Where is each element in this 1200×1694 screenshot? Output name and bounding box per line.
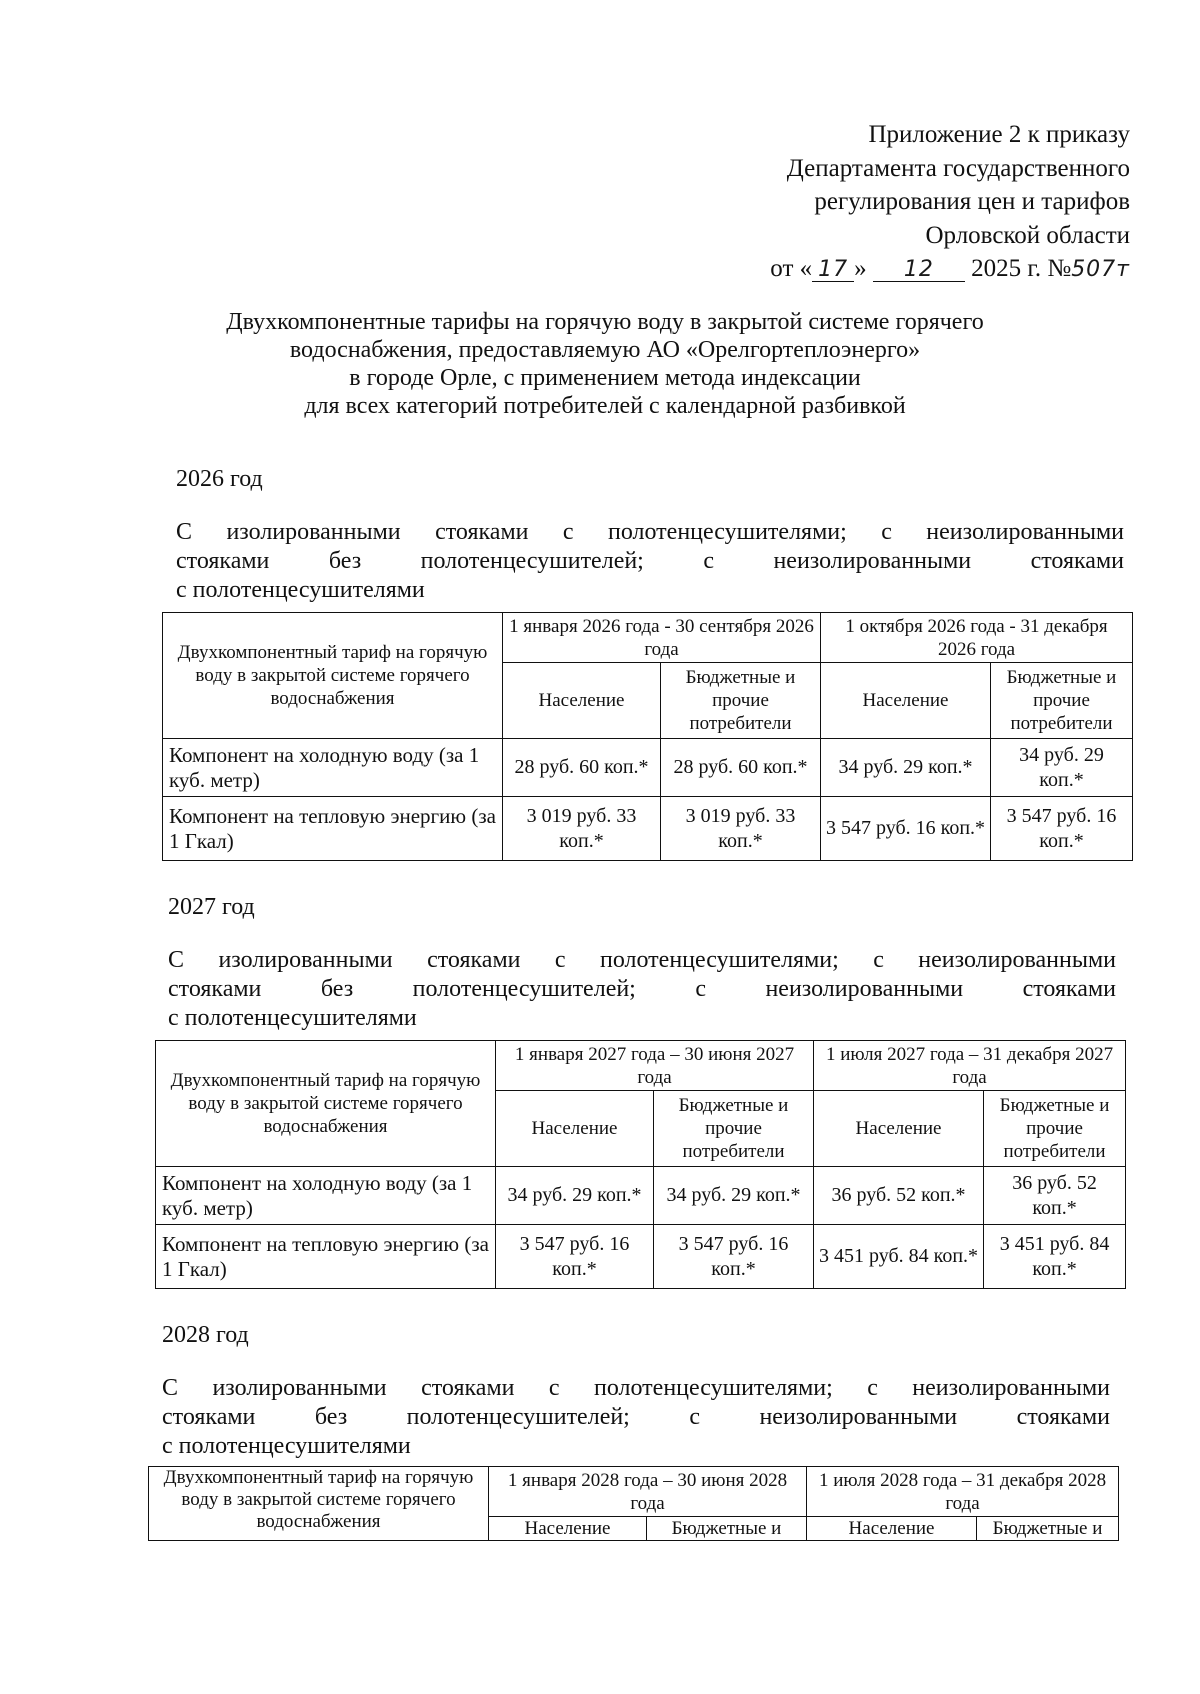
- header-line: Приложение 2 к приказу: [868, 121, 1130, 148]
- population-header: Население: [807, 1517, 977, 1541]
- tariff-table-2028: [148, 1466, 1119, 1541]
- tariff-table-2027: [155, 1040, 1126, 1289]
- year-heading: 2027 год: [168, 894, 255, 920]
- budget-header: Бюджетные и прочие потребители: [984, 1091, 1126, 1167]
- tariff-value: 3 547 руб. 16 коп.*: [991, 797, 1133, 861]
- budget-header: Бюджетные и прочие потребители: [991, 663, 1133, 739]
- budget-header: Бюджетные и прочие потребители: [654, 1091, 814, 1167]
- tariff-value: 36 руб. 52 коп.*: [984, 1167, 1126, 1225]
- handwritten-day: 17: [812, 259, 854, 282]
- budget-header: Бюджетные и прочие потребители: [661, 663, 821, 739]
- budget-header: Бюджетные и: [647, 1517, 807, 1541]
- period-header: 1 июля 2028 года – 31 декабря 2028 года: [807, 1467, 1119, 1517]
- tariff-value: 34 руб. 29 коп.*: [654, 1167, 814, 1225]
- tariff-value: 3 019 руб. 33 коп.*: [503, 797, 661, 861]
- tariff-value: 3 451 руб. 84 коп.*: [984, 1225, 1126, 1289]
- heat-label: Компонент на тепловую энергию (за 1 Гкал): [163, 797, 503, 861]
- tariff-value: 36 руб. 52 коп.*: [814, 1167, 984, 1225]
- row-header-cell: Двухкомпонентный тариф на горячую воду в закрытой системе горячего водоснабжения: [163, 613, 503, 739]
- cold-water-label: Компонент на холодную воду (за 1 куб. метр): [156, 1167, 496, 1225]
- population-header: Население: [489, 1517, 647, 1541]
- header-line: Орловской области: [925, 221, 1130, 249]
- population-header: Население: [821, 663, 991, 739]
- handwritten-order-number: 507т: [1071, 257, 1130, 282]
- period-header: 1 июля 2027 года – 31 декабря 2027 года: [814, 1041, 1126, 1091]
- tariff-value: 3 547 руб. 16 коп.*: [496, 1225, 654, 1289]
- population-header: Население: [496, 1091, 654, 1167]
- cold-water-label: Компонент на холодную воду (за 1 куб. метр): [163, 739, 503, 797]
- condition-text: С изолированными стояками с полотенцесушителями; с неизолированными стояками без полотенцесушителей; с неизолированными стояками с полотенцесушителями: [168, 947, 1116, 1031]
- tariff-value: 28 руб. 60 коп.*: [661, 739, 821, 797]
- tariff-value: 3 547 руб. 16 коп.*: [821, 797, 991, 861]
- tariff-table-2026: [162, 612, 1133, 861]
- population-header: Население: [814, 1091, 984, 1167]
- tariff-value: 28 руб. 60 коп.*: [503, 739, 661, 797]
- tariff-value: 34 руб. 29 коп.*: [821, 739, 991, 797]
- period-header: 1 января 2026 года - 30 сентября 2026 года: [503, 613, 821, 663]
- order-date-line: от « 17 » 12 2025 г. №507т: [770, 255, 1130, 282]
- budget-header: Бюджетные и: [977, 1517, 1119, 1541]
- tariff-value: 3 451 руб. 84 коп.*: [814, 1225, 984, 1289]
- header-line: регулирования цен и тарифов: [814, 188, 1130, 215]
- year-heading: 2026 год: [176, 466, 263, 492]
- tariff-value: 34 руб. 29 коп.*: [991, 739, 1133, 797]
- appendix-header: [770, 118, 1130, 287]
- handwritten-month: 12: [873, 259, 965, 282]
- tariff-value: 3 019 руб. 33 коп.*: [661, 797, 821, 861]
- period-header: 1 октября 2026 года - 31 декабря 2026 года: [821, 613, 1133, 663]
- condition-text: С изолированными стояками с полотенцесушителями; с неизолированными стояками без полотенцесушителей; с неизолированными стояками с полотенцесушителями: [162, 1375, 1110, 1459]
- period-header: 1 января 2028 года – 30 июня 2028 года: [489, 1467, 807, 1517]
- year-heading: 2028 год: [162, 1322, 249, 1348]
- row-header-cell: Двухкомпонентный тариф на горячую воду в закрытой системе горячего водоснабжения: [156, 1041, 496, 1167]
- document-title: Двухкомпонентные тарифы на горячую воду в закрытой системе горячего водоснабжения, предоставляемую АО «Орелгортеплоэнерго» в городе Орле, с применением метода индексации для всех категорий потребителей с календарной разбивкой: [226, 309, 984, 419]
- row-header-cell: Двухкомпонентный тариф на горячую воду в закрытой системе горячего водоснабжения: [149, 1467, 489, 1541]
- header-line: Департамента государственного: [786, 154, 1130, 182]
- tariff-value: 34 руб. 29 коп.*: [496, 1167, 654, 1225]
- period-header: 1 января 2027 года – 30 июня 2027 года: [496, 1041, 814, 1091]
- heat-label: Компонент на тепловую энергию (за 1 Гкал): [156, 1225, 496, 1289]
- tariff-value: 3 547 руб. 16 коп.*: [654, 1225, 814, 1289]
- condition-text: С изолированными стояками с полотенцесушителями; с неизолированными стояками без полотенцесушителей; с неизолированными стояками с полотенцесушителями: [176, 519, 1124, 603]
- population-header: Население: [503, 663, 661, 739]
